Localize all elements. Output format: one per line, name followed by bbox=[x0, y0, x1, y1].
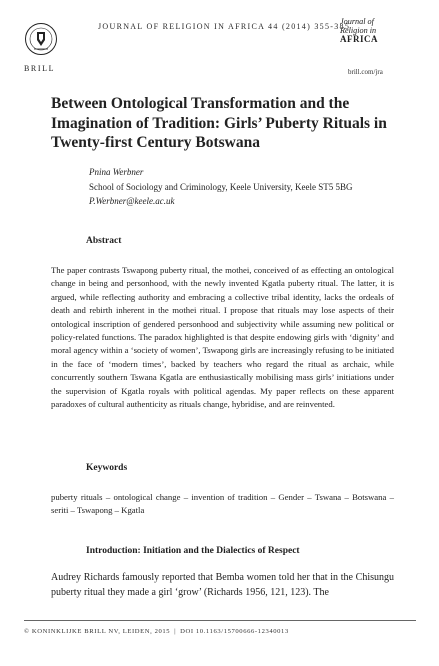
keywords-body: puberty rituals – ontological change – invention of tradition – Gender – Tswana – Botswana – seriti – Tswapong – Kgatla bbox=[51, 492, 394, 516]
journal-brand-line: Religion in bbox=[340, 26, 377, 36]
copyright: © KONINKLIJKE BRILL NV, LEIDEN, 2015 bbox=[24, 628, 171, 635]
author-name: Pnina Werbner bbox=[89, 167, 144, 177]
journal-url[interactable]: brill.com/jra bbox=[348, 68, 383, 76]
author-email[interactable]: P.Werbner@keele.ac.uk bbox=[89, 196, 175, 206]
doi[interactable]: DOI 10.1163/15700666-12340013 bbox=[180, 628, 289, 635]
section-heading: Introduction: Initiation and the Dialectics of Respect bbox=[86, 546, 300, 556]
publisher-name: BRILL bbox=[24, 64, 56, 73]
journal-brand-line: Journal of bbox=[340, 17, 374, 26]
journal-brand bbox=[340, 17, 400, 45]
brill-seal-icon bbox=[24, 22, 58, 60]
running-head: JOURNAL OF RELIGION IN AFRICA 44 (2014) 355-385 bbox=[98, 22, 351, 31]
abstract-heading: Abstract bbox=[86, 236, 122, 246]
journal-brand-line: AFRICA bbox=[340, 34, 378, 45]
author-affiliation: School of Sociology and Criminology, Keele University, Keele ST5 5BG bbox=[89, 182, 353, 192]
footer: © KONINKLIJKE BRILL NV, LEIDEN, 2015 | DOI 10.1163/15700666-12340013 bbox=[24, 628, 289, 635]
intro-paragraph: Audrey Richards famously reported that Bemba women told her that in the Chisungu puberty ritual they made a girl ‘grow’ (Richards 1956, 121, 123). The bbox=[51, 572, 394, 598]
keywords-heading: Keywords bbox=[86, 463, 128, 473]
article-title: Between Ontological Transformation and the Imagination of Tradition: Girls’ Puberty Rituals in Twenty-first Century Botswana bbox=[51, 95, 387, 151]
footer-divider bbox=[24, 620, 416, 621]
abstract-body: The paper contrasts Tswapong puberty ritual, the mothei, conceived of as effecting an ontological change in being and personhood, with the newly invented Kgatla puberty ritual. The latter, it is argued, while reflecting authority and embracing a collective tribal identity, lacks the ordeals of death and rebirth inherent in the mothei ritual. I propose that rituals may lose aspects of their ontological inscription of gendered personhood and subjectivity while assuming new political or policy-related functions. The paradox highlighted is that despite endowing girls with ‘dignity’ and moral agency within a ‘society of women’, Tswapong girls are increasingly refusing to be initiated in the face of ‘modern times’, backed by teachers who regard the ritual as archaic, while concurrently southern Tswana Kgatla are enthusiastically mobilising mass girls’ initiations under the supervision of Kgatla royals with political agendas. My paper reflects on these apparent paradoxes of cultural authenticity as rituals change, hybridise, and are reinvented. bbox=[51, 265, 394, 410]
